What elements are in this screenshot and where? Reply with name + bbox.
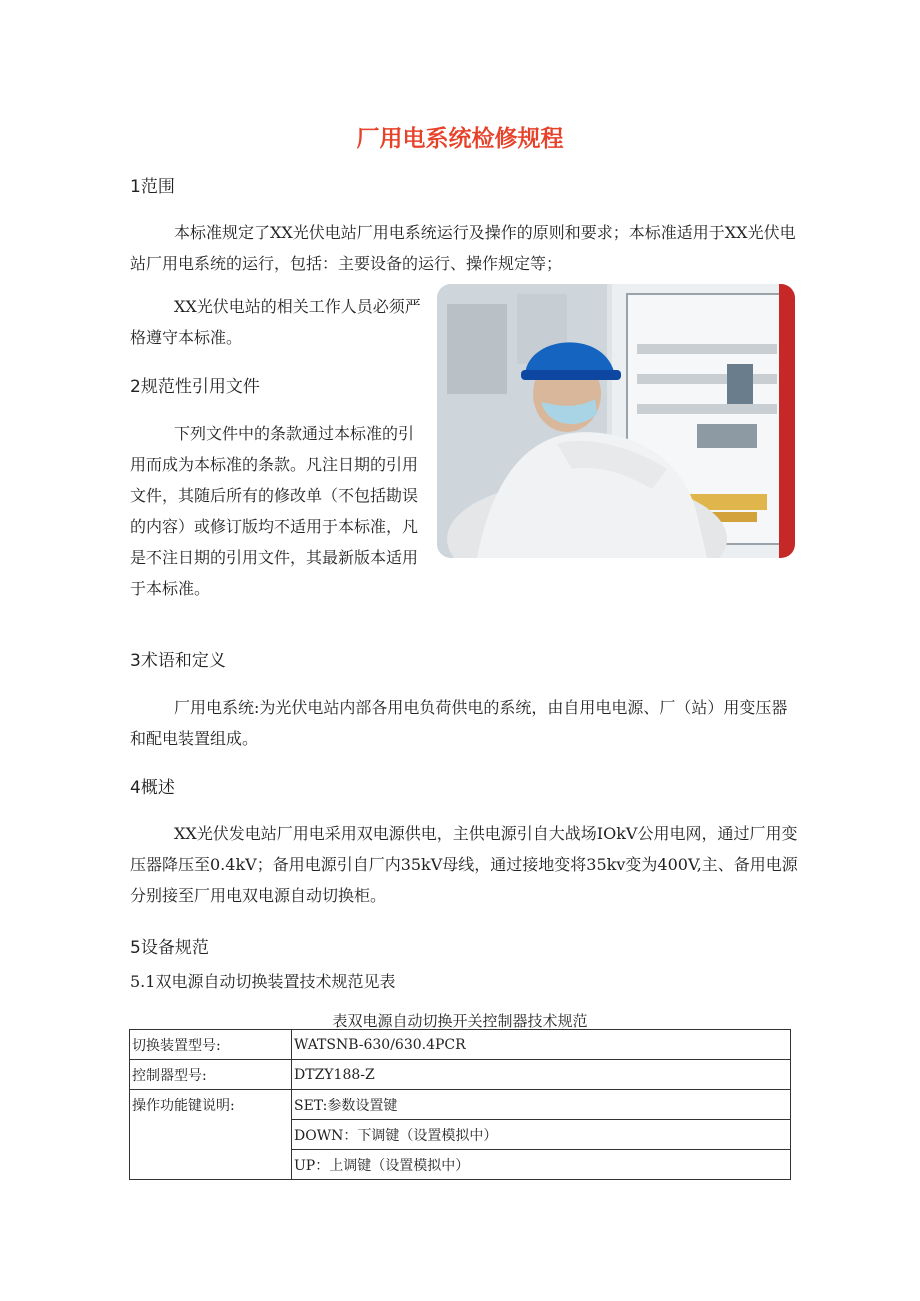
table-cell-key: 操作功能键说明: <box>130 1090 292 1180</box>
table-cell-value: UP：上调键（设置模拟中） <box>292 1150 791 1180</box>
table-cell-value: WATSNB-630/630.4PCR <box>292 1030 791 1060</box>
section-3-heading: 3术语和定义 <box>130 651 226 671</box>
section-4-paragraph: XX光伏发电站厂用电采用双电源供电，主供电源引自大战场IOkV公用电网，通过厂用变压器降压至0.4kV；备用电源引自厂内35kV母线，通过接地变将35kv变为400V,主、备用电源分别接至厂用电双电源自动切换柜。 <box>130 824 798 905</box>
table-row <box>130 1090 791 1120</box>
table-cell-value: DTZY188-Z <box>292 1060 791 1090</box>
section-4-heading: 4概述 <box>130 778 175 798</box>
table-cell-value: DOWN：下调键（设置模拟中） <box>292 1120 791 1150</box>
document-title: 厂用电系统检修规程 <box>356 126 564 152</box>
section-5-1-heading: 5.1双电源自动切换装置技术规范见表 <box>130 972 396 991</box>
spec-table <box>129 1029 791 1180</box>
section-3-paragraph: 厂用电系统:为光伏电站内部各用电负荷供电的系统，由自用电电源、厂（站）用变压器和配电装置组成。 <box>130 698 788 748</box>
table-caption: 表双电源自动切换开关控制器技术规范 <box>332 1012 588 1030</box>
table-row <box>130 1030 791 1060</box>
table-cell-key: 控制器型号: <box>130 1060 292 1090</box>
section-5-heading: 5设备规范 <box>130 938 209 958</box>
section-1-paragraph: 本标准规定了XX光伏电站厂用电系统运行及操作的原则和要求；本标准适用于XX光伏电站厂用电系统的运行，包括：主要设备的运行、操作规定等； <box>130 223 796 273</box>
table-row <box>130 1060 791 1090</box>
table-cell-key: 切换装置型号: <box>130 1030 292 1060</box>
worker-photo <box>437 284 795 558</box>
section-1-heading: 1范围 <box>130 177 175 197</box>
section-1-paragraph-2: XX光伏电站的相关工作人员必须严格遵守本标准。 <box>130 297 421 347</box>
table-cell-value: SET:参数设置键 <box>292 1090 791 1120</box>
section-2-paragraph: 下列文件中的条款通过本标准的引用而成为本标准的条款。凡注日期的引用文件，其随后所有的修改单（不包括勘误的内容）或修订版均不适用于本标准，凡是不注日期的引用文件，其最新版本适用于本标准。 <box>130 424 419 598</box>
section-2-heading: 2规范性引用文件 <box>130 377 260 397</box>
